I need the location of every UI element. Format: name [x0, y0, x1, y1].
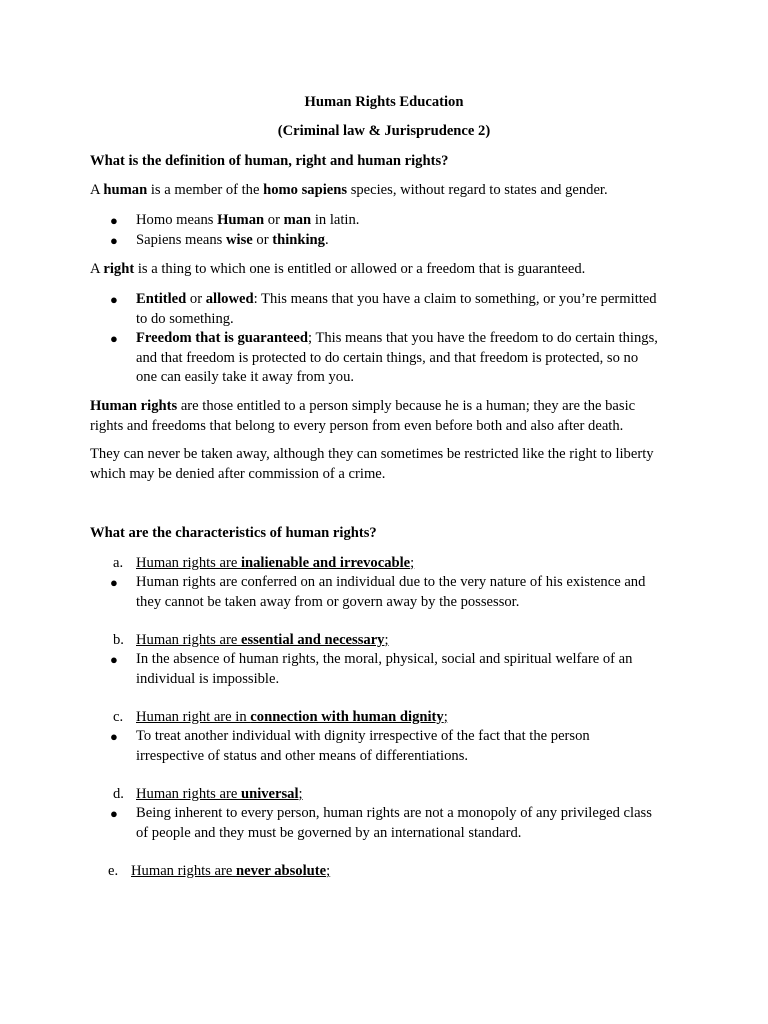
characteristic-heading: Human rights are universal;: [136, 786, 303, 802]
characteristic-detail: In the absence of human rights, the moral, physical, social and spiritual welfare of an individual is impossible.: [136, 651, 633, 687]
human-rights-definition: Human rights are those entitled to a person simply because he is a human; they are the basic rights and freedoms that belong to every person from even before both and also after death.: [90, 398, 636, 434]
list-letter: d.: [113, 786, 124, 802]
question-characteristics: What are the characteristics of human rights?: [90, 525, 377, 541]
document-title: Human Rights Education: [304, 94, 464, 110]
bullet-icon: ●: [110, 331, 118, 346]
bullet-icon: ●: [110, 213, 118, 228]
bullet-icon: ●: [110, 292, 118, 307]
right-definition: A right is a thing to which one is entitled or allowed or a freedom that is guaranteed.: [90, 261, 586, 277]
list-letter: b.: [113, 632, 124, 648]
characteristic-heading: Human rights are inalienable and irrevocable;: [136, 555, 415, 571]
entitled-bullet: Entitled or allowed: This means that you have a claim to something, or you’re permitted to do something.: [136, 291, 657, 327]
list-letter: a.: [113, 555, 124, 571]
sapiens-bullet: Sapiens means wise or thinking.: [136, 232, 329, 248]
never-taken-paragraph: They can never be taken away, although they can sometimes be restricted like the right to liberty which may be denied after commission of a crime.: [90, 446, 654, 482]
characteristic-heading: Human rights are never absolute;: [131, 863, 331, 879]
bullet-icon: ●: [110, 233, 118, 248]
bullet-icon: ●: [110, 575, 118, 590]
characteristic-heading: Human rights are essential and necessary;: [136, 632, 389, 648]
bullet-icon: ●: [110, 806, 118, 821]
list-letter: e.: [108, 863, 119, 879]
homo-bullet: Homo means Human or man in latin.: [136, 212, 360, 228]
list-letter: c.: [113, 709, 124, 725]
human-definition: A human is a member of the homo sapiens species, without regard to states and gender.: [90, 182, 608, 198]
document-subtitle: (Criminal law & Jurisprudence 2): [277, 123, 491, 139]
characteristic-detail: To treat another individual with dignity irrespective of the fact that the person irrespective of status and other means of differentiations.: [136, 728, 590, 764]
bullet-icon: ●: [110, 729, 118, 744]
characteristic-detail: Human rights are conferred on an individual due to the very nature of his existence and they cannot be taken away from or govern away by the possessor.: [136, 574, 646, 610]
question-definition: What is the definition of human, right and human rights?: [90, 153, 449, 169]
bullet-icon: ●: [110, 652, 118, 667]
characteristic-heading: Human right are in connection with human dignity;: [136, 709, 448, 725]
freedom-bullet: Freedom that is guaranteed; This means that you have the freedom to do certain things, and that freedom is protected to do certain things, and that freedom is protected, so no one can easily take it away from you.: [136, 330, 658, 385]
characteristic-detail: Being inherent to every person, human rights are not a monopoly of any privileged class of people and they must be governed by an international standard.: [136, 805, 652, 841]
